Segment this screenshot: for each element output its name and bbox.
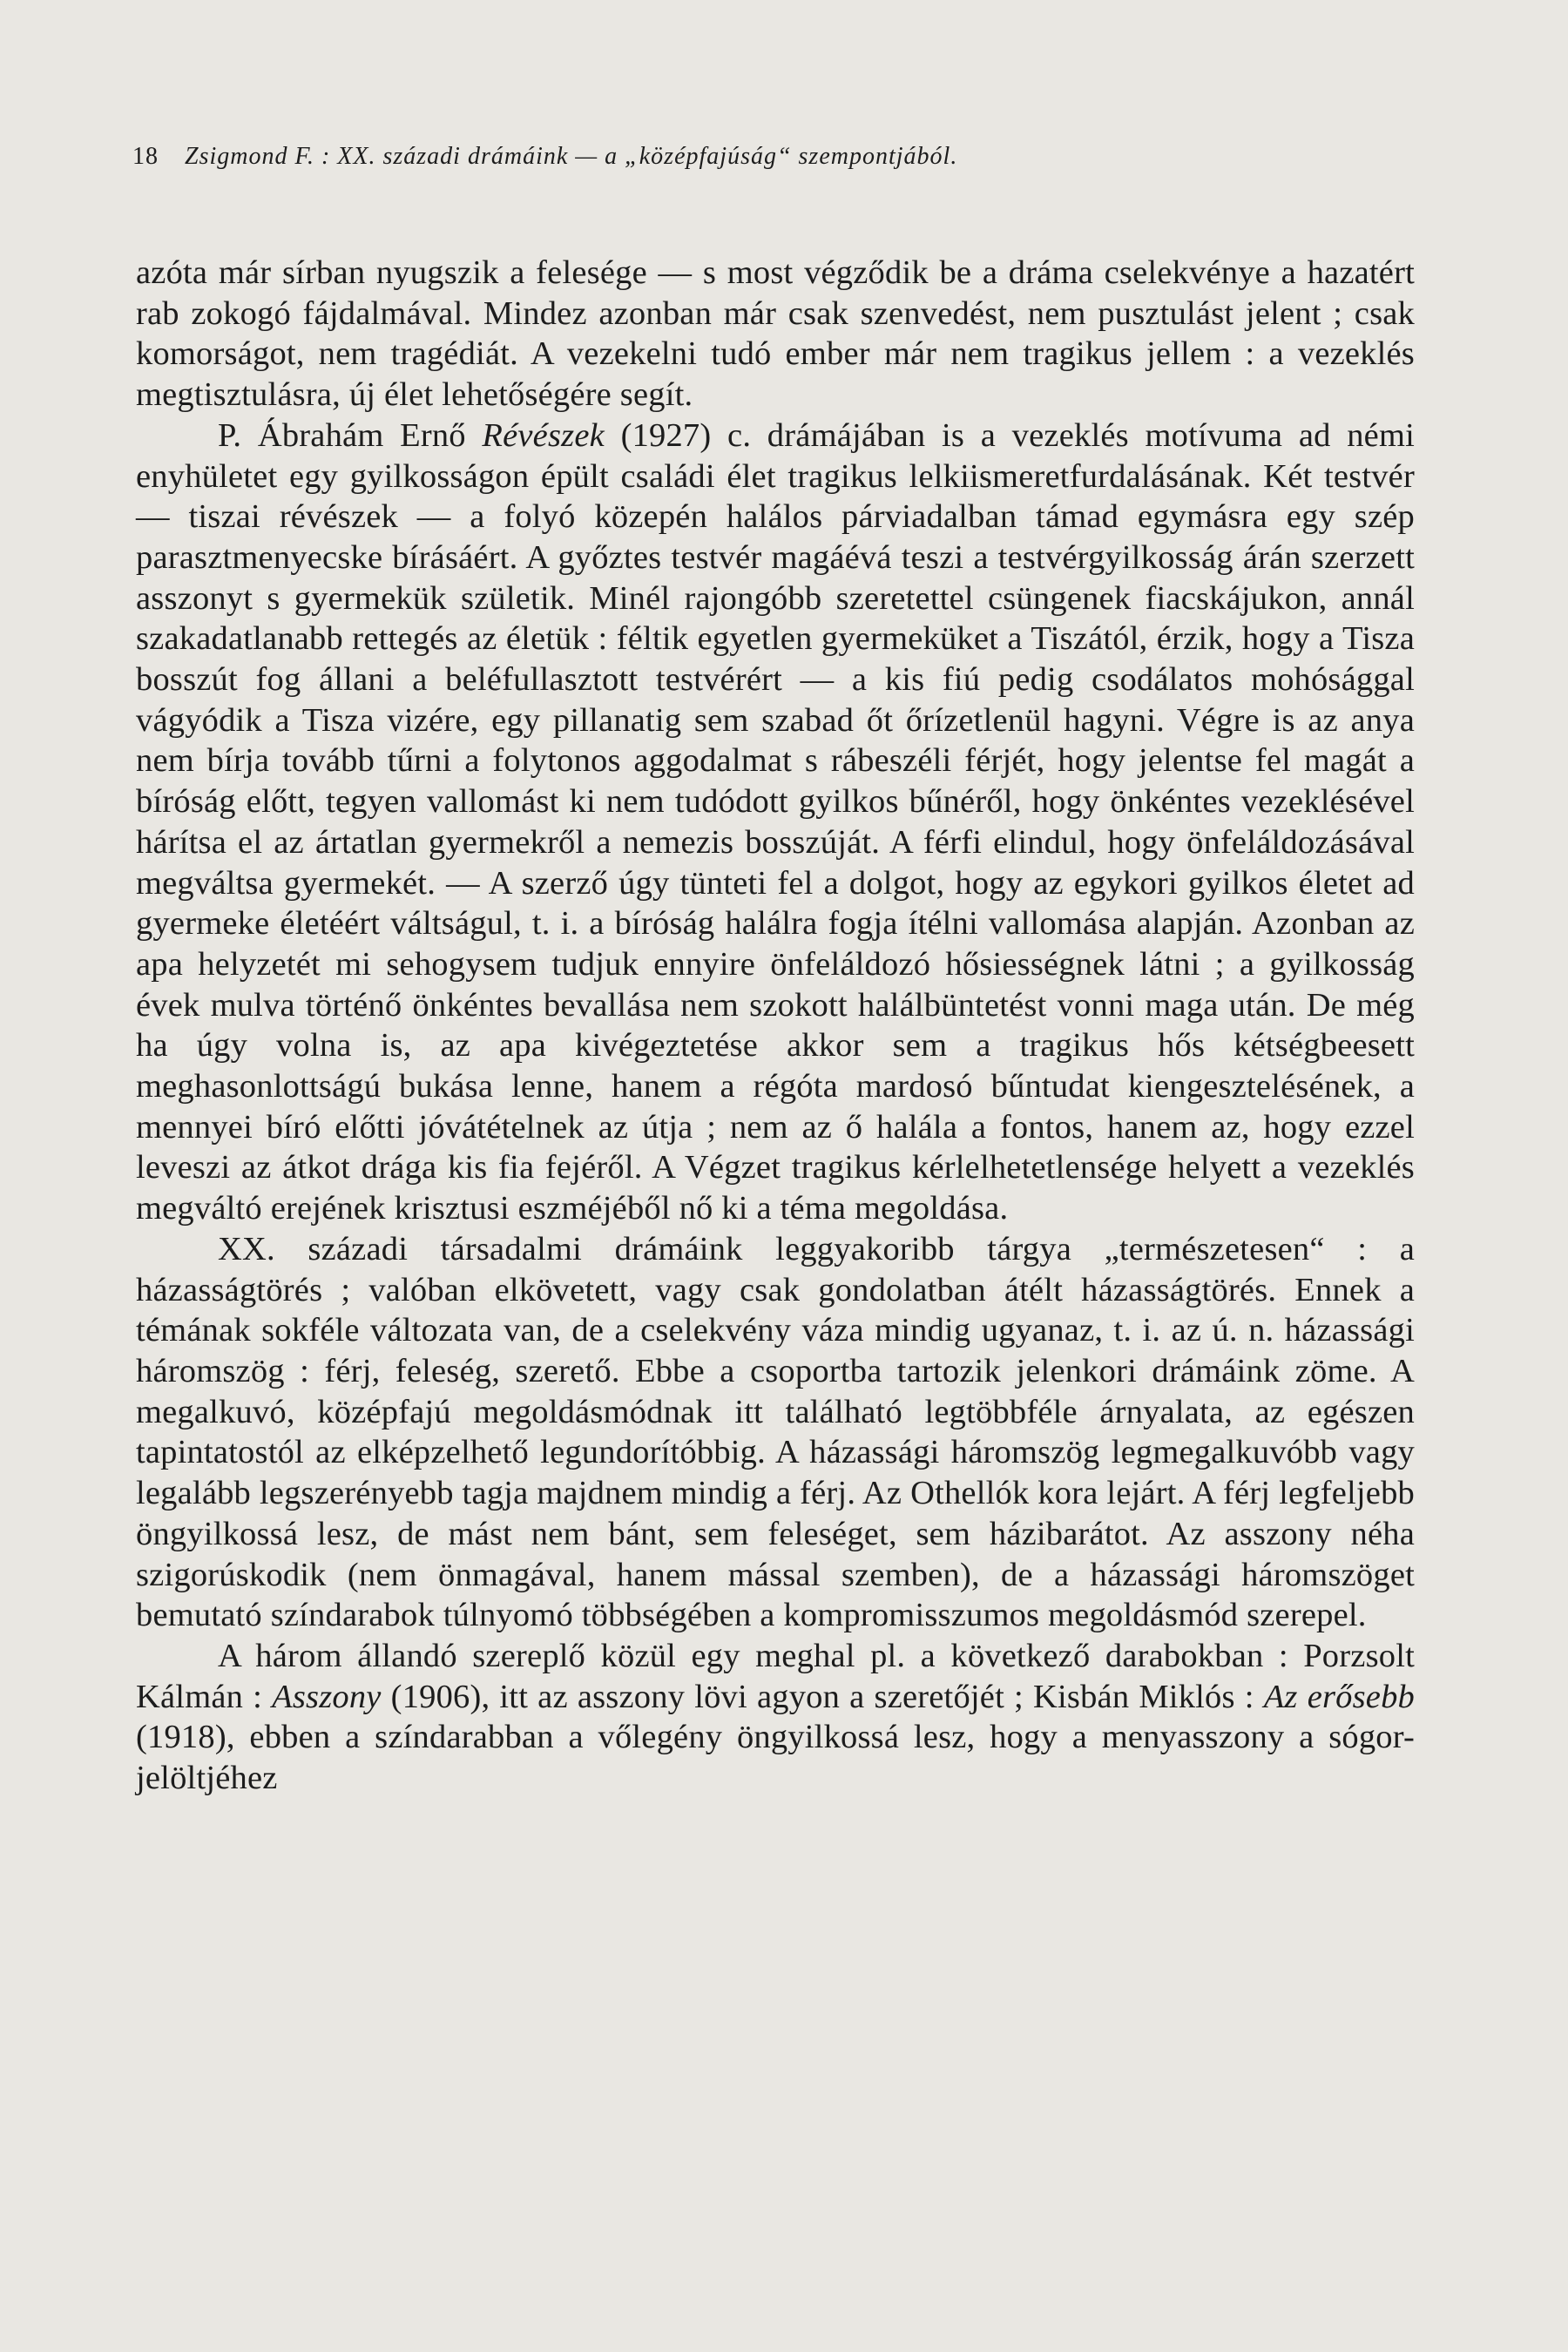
- running-header: [132, 139, 1439, 174]
- work-title-reveszek: Révészek: [482, 416, 605, 454]
- paragraph-2-before: P. Ábrahám Ernő: [218, 416, 483, 454]
- paragraph-4-after: (1918), ebben a színdarabban a vőlegény öngyilkossá lesz, hogy a menyasszony a sógor-jelöltjéhez: [136, 1719, 1415, 1797]
- paragraph-4-middle: (1906), itt az asszony lövi agyon a szeretőjét ; Kisbán Miklós :: [381, 1678, 1264, 1715]
- body-text: [136, 253, 1415, 1799]
- work-title-asszony: Asszony: [272, 1678, 382, 1715]
- paragraph-3: [136, 1229, 1415, 1636]
- paragraph-4: [136, 1636, 1415, 1799]
- paragraph-2-after: (1927) c. drámájában is a vezeklés motívuma ad némi enyhületet egy gyilkosságon épült családi élet tragikus lelkiismeretfurdalásának. Két testvér — tiszai révészek — a folyó közepén halálos párviadalban támad egymásra egy szép parasztmenyecske bírásáért. A győztes testvér magáévá teszi a testvérgyilkosság árán szerzett asszonyt s gyermekük születik. Minél rajongóbb szeretettel csüngenek fiacskájukon, annál szakadatlanabb rettegés az életük : féltik egyetlen gyermeküket a Tiszától, érzik, hogy a Tisza bosszút fog állani a beléfullasztott testvérért — a kis fiú pedig csodálatos mohósággal vágyódik a Tisza vizére, egy pillanatig sem szabad őt őrízetlenül hagyni. Végre is az anya nem bírja tovább tűrni a folytonos aggodalmat s rábeszéli férjét, hogy jelentse fel magát a bíróság előtt, tegyen vallomást ki nem tudódott gyilkos bűnéről, hogy önkéntes vezeklésével hárítsa el az ártatlan gyermekről a nemezis bosszúját. A férfi elindul, hogy önfeláldozásával megváltsa gyermekét. — A szerző úgy tünteti fel a dolgot, hogy az egykori gyilkos életet ad gyermeke életéért váltságul, t. i. a bíróság halálra fogja ítélni vallomása alapján. Azonban az apa helyzetét mi sehogysem tudjuk ennyire önfeláldozó hősiességnek látni ; a gyilkosság évek mulva történő önkéntes bevallása nem szokott halálbüntetést vonni maga után. De még ha úgy volna is, az apa kivégeztetése akkor sem a tragikus hős kétségbeesett meghasonlottságú bukása lenne, hanem a régóta mardosó bűntudat kiengesztelésének, a mennyei bíró előtti jóvátételnek az útja ; nem az ő halála a fontos, hanem az, hogy ezzel leveszi az átkot drága kis fia fejéről. A Végzet tragikus kérlelhetetlensége helyett a vezeklés megváltó erejének krisztusi eszméjéből nő ki a téma megoldása.: [136, 416, 1415, 1227]
- work-title-az-erosebb: Az erősebb: [1263, 1678, 1415, 1715]
- paragraph-3-text: XX. századi társadalmi drámáink leggyakoribb tárgya „természetesen“ : a házasságtörés ; valóban elkövetett, vagy csak gondolatban átélt házasságtörés. Ennek a témának sokféle változata van, de a cselekvény váza mindig ugyanaz, t. i. az ú. n. házassági háromszög : férj, feleség, szerető. Ebbe a csoportba tartozik jelenkori drámáink zöme. A megalkuvó, középfajú megoldásmódnak itt található legtöbbféle árnyalata, az egészen tapintatostól az elképzelhető legundorítóbbig. A házassági háromszög legmegalkuvóbb vagy legalább legszerényebb tagja majdnem mindig a férj. Az Othellók kora lejárt. A férj legfeljebb öngyilkossá lesz, de mást nem bánt, sem feleséget, sem házibarátot. Az asszony néha szigorúskodik (nem önmagával, hanem mással szemben), de a házassági háromszöget bemutató színdarabok túlnyomó többségében a kompromisszumos megoldásmód szerepel.: [136, 1230, 1415, 1634]
- page-number: 18: [132, 143, 159, 170]
- paragraph-2: [136, 416, 1415, 1229]
- paragraph-1-text: azóta már sírban nyugszik a felesége — s most végződik be a dráma cselekvénye a hazatért rab zokogó fájdalmával. Mindez azonban már csak szenvedést, nem pusztulást jelent ; csak komorságot, nem tragédiát. A vezekelni tudó ember már nem tragikus jellem : a vezeklés megtisztulásra, új élet lehetőségére segít.: [136, 254, 1415, 414]
- paragraph-4-before: A három állandó szereplő közül egy meghal pl. a következő darabokban : Porzsolt Kálmán :: [136, 1637, 1415, 1715]
- paragraph-1: [136, 253, 1415, 416]
- running-title: Zsigmond F. : XX. századi drámáink — a „középfajúság“ szempontjából.: [185, 143, 958, 170]
